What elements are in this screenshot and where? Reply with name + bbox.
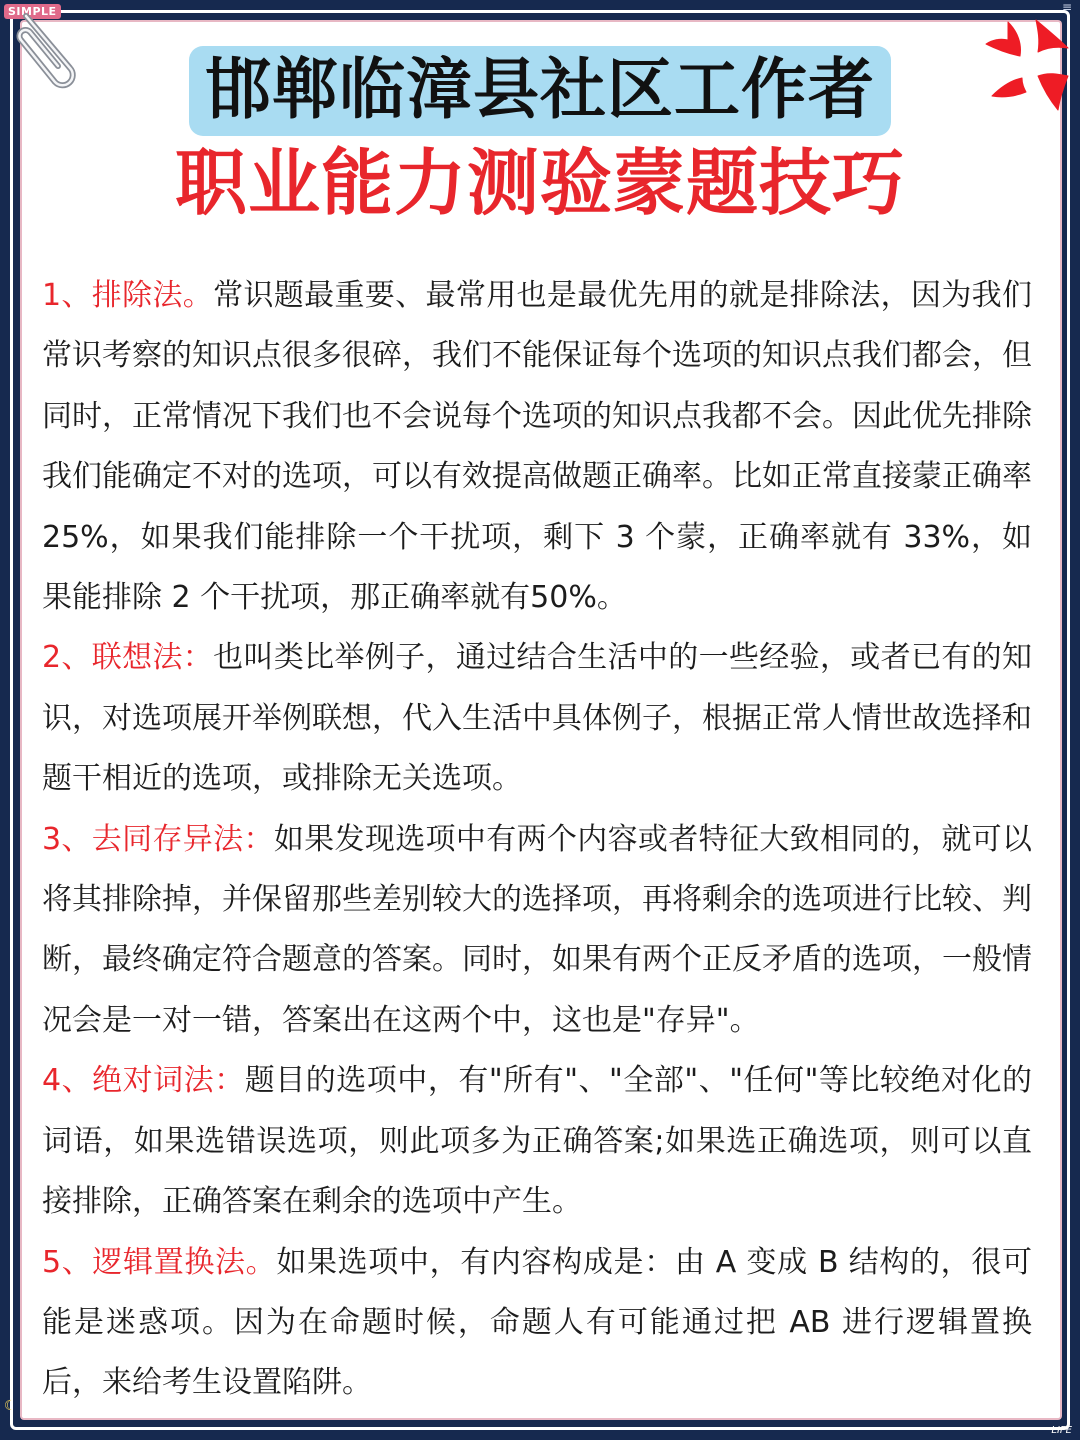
- page-title-line1: 邯郸临漳县社区工作者: [189, 46, 891, 136]
- tip-section-4: [42, 1051, 1032, 1232]
- corner-label-top: SIMPLE: [4, 4, 61, 19]
- corner-label-bottom: LIFE: [1051, 1425, 1072, 1436]
- tip-1-body: 常识题最重要、最常用也是最优先用的就是排除法，因为我们常识考察的知识点很多很碎，我们不能保证每个选项的知识点我们都会，但同时，正常情况下我们也不会说每个选项的知识点我都不会。因此优先排除我们能确定不对的选项，可以有效提高做题正确率。比如正常直接蒙正确率 25%，如果我们能排除一个干扰项，剩下 3 个蒙，正确率就有 33%，如果能排除 2 个干扰项，那正确率就有50%。: [42, 278, 1033, 616]
- tip-3-heading: 3、去同存异法：: [42, 821, 274, 857]
- tips-content: [42, 266, 1032, 1414]
- tip-4-heading: 4、绝对词法：: [42, 1063, 245, 1099]
- menu-lines-icon: ≡: [1061, 0, 1072, 14]
- tip-1-heading: 1、排除法。: [42, 278, 214, 313]
- moon-icon: ☾: [4, 1398, 17, 1414]
- tip-2-body: 也叫类比举例子，通过结合生活中的一些经验，或者已有的知识，对选项展开举例联想，代入生活中具体例子，根据正常人情世故选择和题干相近的选项，或排除无关选项。: [42, 640, 1033, 797]
- tip-section-1: [42, 266, 1032, 628]
- tip-section-5: [42, 1233, 1032, 1414]
- tip-5-body: 如果选项中，有内容构成是：由 A 变成 B 结构的，很可能是迷惑项。因为在命题时候，命题人有可能通过把 AB 进行逻辑置换后，来给考生设置陷阱。: [42, 1244, 1032, 1401]
- tip-2-heading: 2、联想法：: [42, 640, 214, 676]
- tip-section-2: [42, 628, 1032, 809]
- title-line1-wrap: [0, 46, 1080, 136]
- page-title-line2: 职业能力测验蒙题技巧: [174, 141, 905, 225]
- tip-section-3: [42, 810, 1032, 1052]
- tip-3-body: 如果发现选项中有两个内容或者特征大致相同的，就可以将其排除掉，并保留那些差别较大的选择项，再将剩余的选项进行比较、判断，最终确定符合题意的答案。同时，如果有两个正反矛盾的选项，一般情况会是一对一错，答案出在这两个中，这也是"存异"。: [42, 821, 1033, 1038]
- tip-5-heading: 5、逻辑置换法。: [42, 1244, 277, 1280]
- tip-4-body: 题目的选项中，有"所有"、"全部"、"任何"等比较绝对化的词语，如果选错误选项，则此项多为正确答案;如果选正确选项，则可以直接排除，正确答案在剩余的选项中产生。: [42, 1063, 1032, 1220]
